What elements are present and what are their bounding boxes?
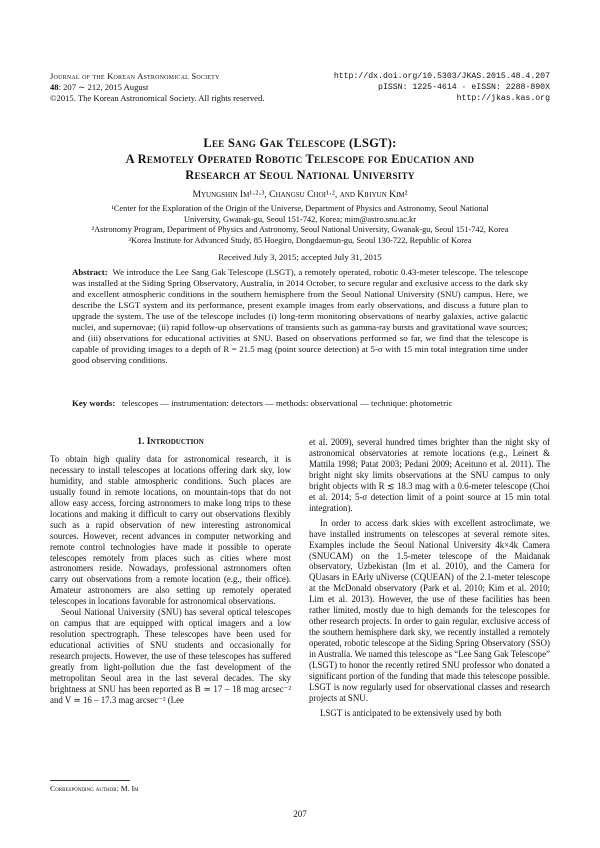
paragraph: In order to access dark skies with excellent astroclimate, we have installed instruments on telescopes at several remote sites. Examples include the Seoul National University 4k×4k Camera (SNUCAM) on the 1.5-meter telescope of the Maidanak observatory, Uzbekistan (Im et al. 2010), and the Camera for QUasars in EArly uNiverse (CQUEAN) of the 2.1-meter telescope at the McDonald observatory (Park et al. 2010; Kim et al. 2010; Lim et al. 2013). However, the use of these facilities has been rather limited, mostly due to high demands for the telescopes for other research projects. In order to gain regular, exclusive access of the southern hemisphere dark sky, we recently installed a remotely operated, robotic telescope at the Siding Spring Observatory (SSO) in Australia. We named this telescope as “Lee Sang Gak Telescope” (LSGT) to honor the recently retired SNU professor who donated a significant portion of the funding that made this telescope possible. LSGT is now regularly used for observational classes and research projects at SNU.	[309, 517, 550, 703]
paragraph: Seoul National University (SNU) has several optical telescopes on campus that are equipped with optical imagers and a low resolution spectrograph. These telescopes have been used for educational activities of SNU students and occasionally for research projects. However, the use of these telescopes has suffered greatly from light-pollution due the fast development of the metropolitan Seoul area in the last several decades. The sky brightness at SNU has been reported as B ≃ 17 – 18 mag arcsec⁻² and V ≃ 16 – 17.3 mag arcsec⁻² (Lee	[50, 607, 291, 705]
journal-name: Journal of the Korean Astronomical Society	[50, 71, 220, 81]
corresponding-author: Corresponding author: M. Im	[50, 784, 139, 793]
affiliations	[55, 204, 545, 246]
affiliation-line: University, Gwanak-gu, Seoul 151-742, Korea; mim@astro.snu.ac.kr	[183, 214, 417, 224]
title-line: Research at Seoul National University	[185, 168, 415, 182]
volume-info	[50, 82, 264, 93]
issn: pISSN: 1225-4614 · eISSN: 2288-890X	[378, 83, 550, 92]
keywords	[72, 398, 528, 409]
paragraph: To obtain high quality data for astronomical research, it is necessary to install telescopes at locations offering dark sky, low humidity, and stable atmospheric conditions. Such places are usually found in remote locations, on mountain-tops that do not allow easy access, forcing astronomers to make long trips to these locations and making it difficult to carry out observations flexibly such as a rapid observation of new interesting astronomical sources. However, recent advances in computer networking and remote control technologies have made it possible to operate telescopes remotely from places such as cities where most astronomers reside. Nowadays, professional astronomers often carry out observations from a remote location (e.g., their office). Amateur astronomers are also setting up remotely operated telescopes in locations favorable for astronomical observations.	[50, 453, 291, 607]
journal-url[interactable]: http://jkas.kas.org	[456, 94, 550, 103]
pages-date: : 207 ∼ 212, 2015 August	[58, 82, 149, 92]
paragraph: LSGT is anticipated to be extensively used by both	[320, 707, 502, 718]
keywords-text: telescopes — instrumentation: detectors — methods: observational — technique: photometric	[121, 398, 453, 408]
paper-title	[40, 135, 560, 183]
abstract-label: Abstract:	[72, 267, 108, 277]
left-column	[50, 437, 291, 706]
affiliation-line: ³Korea Institute for Advanced Study, 85 Hoegiro, Dongdaemun-gu, Seoul 130-722, Republic of Korea	[128, 235, 472, 245]
copyright: ©2015. The Korean Astronomical Society. All rights reserved.	[50, 93, 265, 103]
abstract	[72, 267, 528, 366]
section-heading: 1. Introduction	[137, 436, 204, 447]
footnote-rule	[50, 780, 130, 781]
keywords-label: Key words:	[72, 398, 116, 408]
title-line: A Remotely Operated Robotic Telescope for Education and	[125, 152, 475, 166]
page-number: 207	[293, 809, 307, 819]
journal-header	[50, 71, 264, 104]
affiliation-line: ¹Center for the Exploration of the Origin of the Universe, Department of Physics and Astronomy, Seoul National	[111, 204, 489, 213]
right-column	[309, 437, 550, 719]
paragraph: et al. 2009), several hundred times brighter than the night sky of astronomical observatories at remote locations (e.g., Leinert & Mattila 1998; Patat 2003; Pedani 2009; Aceituno et al. 2011). The bright night sky limits observations at the SNU campus to only bright objects with R ≲ 18.3 mag with a 0.6-meter telescope (Choi et al. 2014; 5-σ detection limit of a point source at 15 min total integration).	[309, 437, 550, 513]
abstract-text: We introduce the Lee Sang Gak Telescope (LSGT), a remotely operated, robotic 0.43-meter telescope. The telescope was installed at the Siding Spring Observatory, Australia, in 2014 October, to secure regular and exclusive access to the dark sky and excellent atmospheric conditions in the southern hemisphere from the Seoul National University (SNU) campus. Here, we describe the LSGT system and its performance, present example images from early observations, and discuss a future plan to upgrade the system. The use of the telescope includes (i) long-term monitoring observations of nearby galaxies, active galactic nuclei, and supernovae; (ii) rapid follow-up observations of transients such as gamma-ray bursts and gravitational wave sources; and (iii) observations for educational activities at SNU. Based on observations performed so far, we find that the telescope is capable of providing images to a depth of R = 21.5 mag (point source detection) at 5-σ with 15 min total integration time under good observing conditions.	[72, 267, 528, 365]
journal-identifiers	[334, 71, 550, 104]
received-dates: Received July 3, 2015; accepted July 31, 2015	[218, 252, 382, 262]
title-line: Lee Sang Gak Telescope (LSGT):	[203, 136, 397, 150]
doi-link[interactable]: http://dx.doi.org/10.5303/JKAS.2015.48.4.207	[333, 72, 550, 81]
affiliation-line: ²Astronomy Program, Department of Physics and Astronomy, Seoul National University, Gwanak-gu, Seoul 151-742, Korea	[91, 225, 509, 235]
author-list: Myungshin Im¹·²·³, Changsu Choi¹·², and Kihyun Kim²	[192, 189, 408, 200]
volume-number: 48	[50, 82, 59, 92]
